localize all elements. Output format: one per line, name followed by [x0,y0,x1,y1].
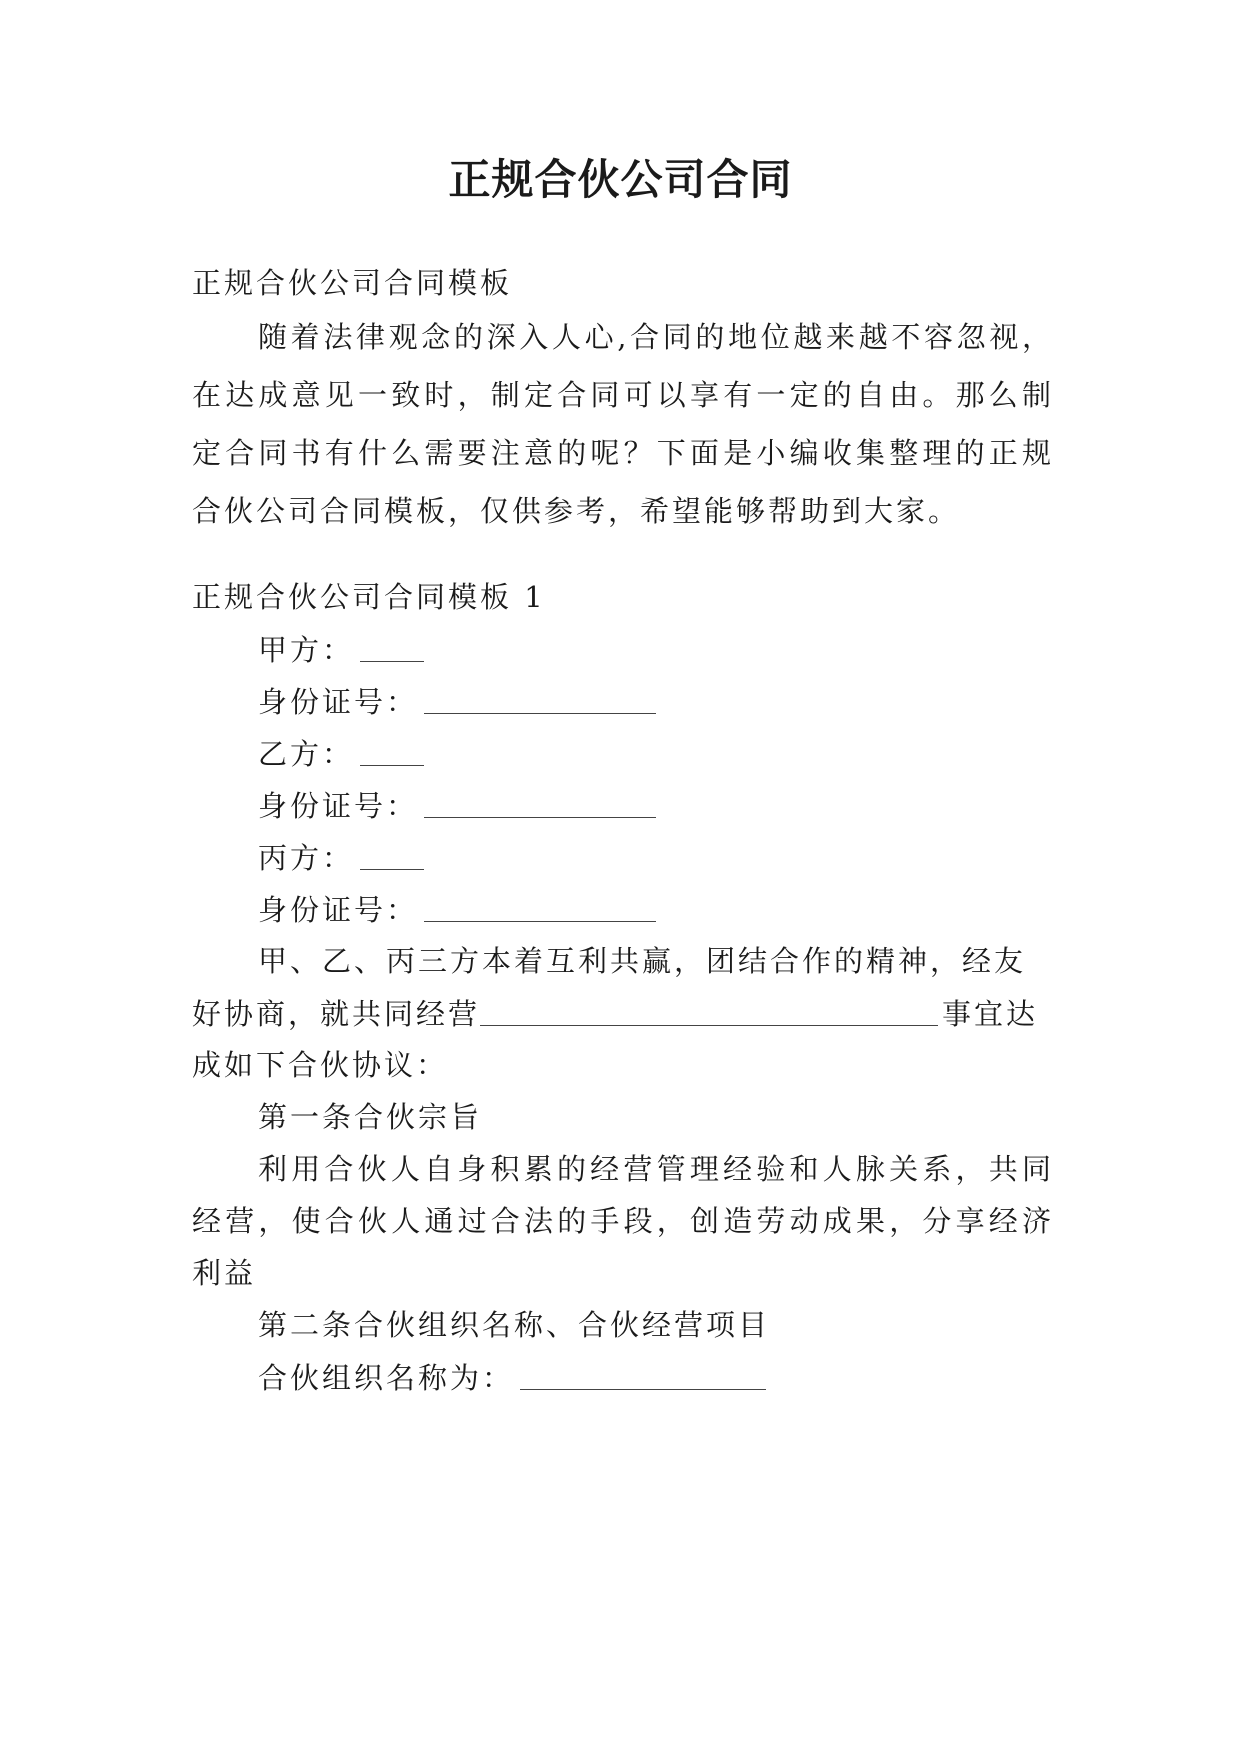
agreement-line-1: 甲、乙、丙三方本着互利共赢，团结合作的精神，经友 [258,944,1027,978]
id-a-blank [424,681,656,714]
intro-heading: 正规合伙公司合同模板 [192,266,513,300]
business-blank [480,993,938,1026]
party-a-row [258,629,1058,670]
id-c-row [258,889,1058,930]
party-a-blank [360,629,424,662]
agreement-line-2 [192,993,1062,1034]
article-1-title: 第一条合伙宗旨 [258,1100,483,1134]
party-c-blank [360,837,424,870]
party-c-row [258,837,1058,878]
org-name-blank [520,1357,766,1390]
article-2-title: 第二条合伙组织名称、合伙经营项目 [258,1308,771,1342]
id-a-row [258,681,1058,722]
agreement-text-a: 好协商，就共同经营 [192,997,481,1031]
intro-paragraph: 随着法律观念的深入人心,合同的地位越来越不容忽视，在达成意见一致时，制定合同可以享有一定的自由。那么制定合同书有什么需要注意的呢？下面是小编收集整理的正规合伙公司合同模板，仅供参考，希望能够帮助到大家。 [192,320,1054,528]
agreement-text-b: 事宜达 [942,997,1039,1031]
party-a-label: 甲方： [258,633,355,667]
id-b-label: 身份证号： [258,789,419,823]
org-name-row [258,1357,1058,1398]
id-a-label: 身份证号： [258,685,419,719]
org-name-label: 合伙组织名称为： [258,1361,515,1395]
party-c-label: 丙方： [258,841,355,875]
id-b-blank [424,785,656,818]
id-c-blank [424,889,656,922]
id-b-row [258,785,1058,826]
section-heading: 正规合伙公司合同模板 1 [192,580,546,614]
party-b-label: 乙方： [258,737,355,771]
party-b-blank [360,733,424,766]
party-b-row [258,733,1058,774]
id-c-label: 身份证号： [258,893,419,927]
agreement-line-3: 成如下合伙协议： [192,1048,449,1082]
document-title: 正规合伙公司合同 [448,155,793,204]
article-1-text: 利用合伙人自身积累的经营管理经验和人脉关系，共同经营，使合伙人通过合法的手段，创造劳动成果，分享经济利益 [192,1152,1054,1290]
